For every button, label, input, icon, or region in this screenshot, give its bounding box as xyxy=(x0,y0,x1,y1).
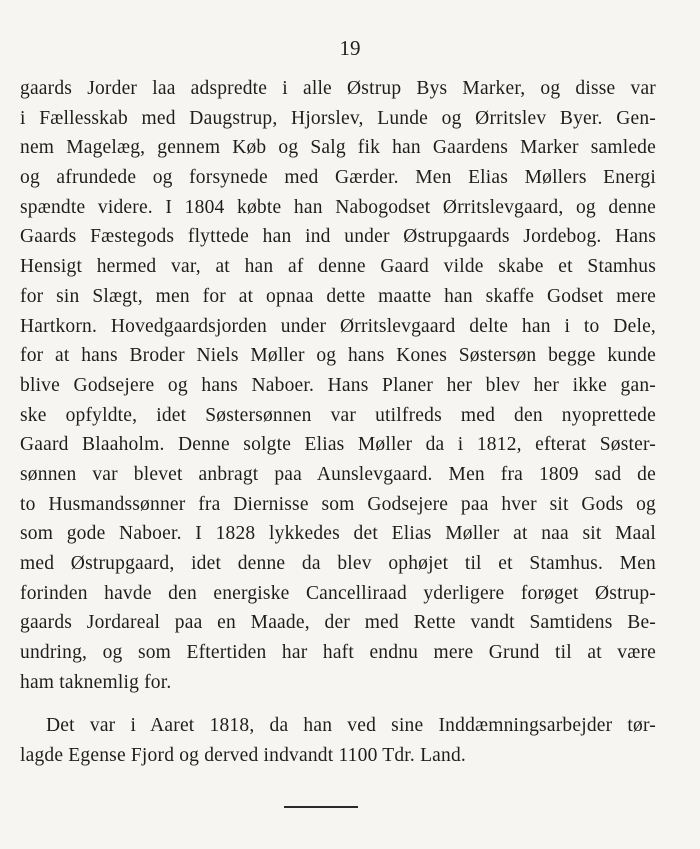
text-line: som gode Naboer. I 1828 lykkedes det Elias Møller at naa sit Maal xyxy=(20,523,656,545)
text-line: sønnen var blevet anbragt paa Aunslevgaard. Men fra 1809 sad de xyxy=(20,463,656,485)
paragraph-gap xyxy=(20,697,656,711)
text-line: lagde Egense Fjord og derved indvandt 1100 Tdr. Land. xyxy=(20,745,467,767)
body-text xyxy=(20,74,656,771)
text-line: spændte videre. I 1804 købte han Nabogodset Ørritslevgaard, og denne xyxy=(20,196,656,218)
text-line: nem Magelæg, gennem Køb og Salg fik han Gaardens Marker samlede xyxy=(20,137,656,159)
text-line: forinden havde den energiske Cancelliraad yderligere forøget Østrup- xyxy=(20,582,656,604)
text-line: blive Godsejere og hans Naboer. Hans Planer her blev her ikke gan- xyxy=(20,374,656,396)
text-line: gaards Jordareal paa en Maade, der med Rette vandt Samtidens Be- xyxy=(20,612,656,634)
text-line: med Østrupgaard, idet denne da blev ophøjet til et Stamhus. Men xyxy=(20,553,656,574)
text-line: ham taknemlig for. xyxy=(20,671,172,693)
text-line: for sin Slægt, men for at opnaa dette maatte han skaffe Godset mere xyxy=(20,285,656,307)
text-line: og afrundede og forsynede med Gærder. Men Elias Møllers Energi xyxy=(20,167,656,189)
text-line: Hartkorn. Hovedgaardsjorden under Ørritslevgaard delte han i to Dele, xyxy=(20,315,656,337)
paragraph xyxy=(20,74,656,697)
text-line: ske opfyldte, idet Søstersønnen var utilfreds med den nyoprettede xyxy=(20,404,656,426)
text-line: Gaards Fæstegods flyttede han ind under Østrupgaards Jordebog. Hans xyxy=(20,226,656,248)
text-line: gaards Jorder laa adspredte i alle Østrup Bys Marker, og disse var xyxy=(20,78,656,99)
text-line: undring, og som Eftertiden har haft endnu mere Grund til at være xyxy=(20,642,656,664)
page-number: 19 xyxy=(339,36,361,60)
text-line: Gaard Blaaholm. Denne solgte Elias Møller da i 1812, efterat Søster- xyxy=(20,434,656,456)
section-divider xyxy=(284,806,358,808)
text-line: for at hans Broder Niels Møller og hans Kones Søstersøn begge kunde xyxy=(20,345,656,367)
paragraph xyxy=(20,711,656,770)
text-line: Hensigt hermed var, at han af denne Gaard vilde skabe et Stamhus xyxy=(20,256,656,278)
text-line: i Fællesskab med Daugstrup, Hjorslev, Lunde og Ørritslev Byer. Gen- xyxy=(20,107,656,129)
text-line: Det var i Aaret 1818, da han ved sine Inddæmningsarbejder tør- xyxy=(46,715,656,737)
text-line: to Husmandssønner fra Diernisse som Godsejere paa hver sit Gods og xyxy=(20,493,656,515)
